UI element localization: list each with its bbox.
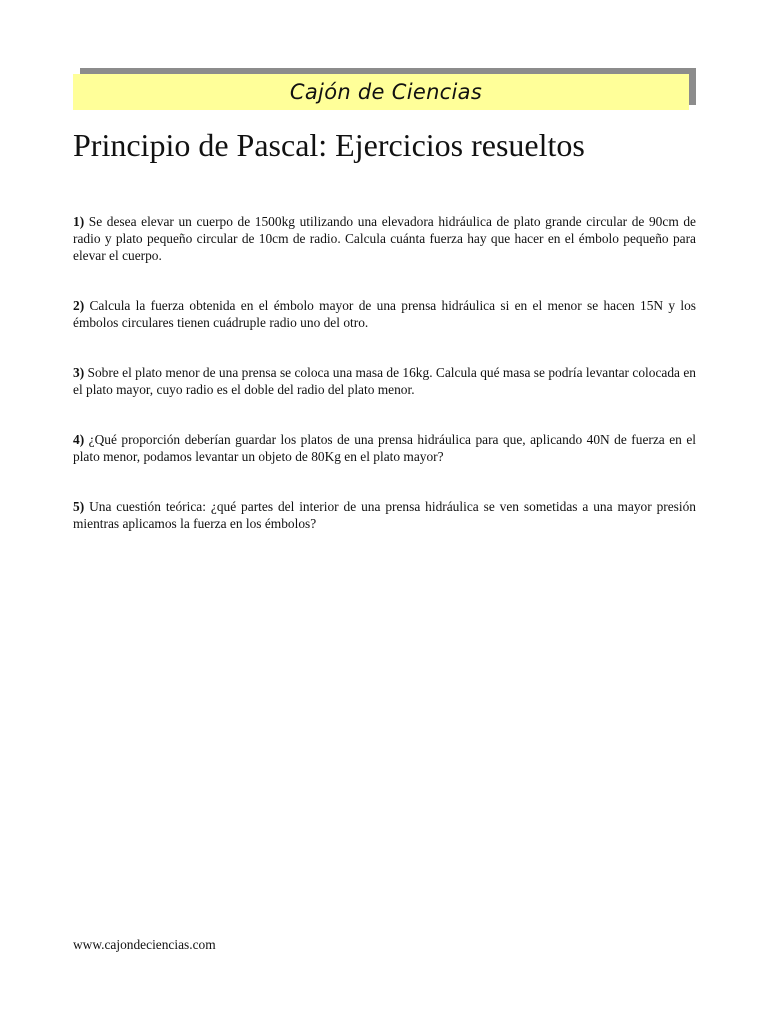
- footer-url: www.cajondeciencias.com: [73, 937, 216, 952]
- exercise-number: 4): [73, 432, 85, 447]
- exercise-item: [73, 213, 696, 264]
- banner-shadow-side: [689, 68, 696, 105]
- exercise-text: Calcula la fuerza obtenida en el émbolo mayor de una prensa hidráulica si en el menor se hacen 15N y los émbolos circulares tienen cuádruple radio uno del otro.: [73, 298, 696, 330]
- exercise-item: [73, 431, 696, 465]
- exercise-number: 1): [73, 214, 85, 229]
- exercise-item: [73, 364, 696, 398]
- exercise-list: [73, 213, 696, 565]
- exercise-text: ¿Qué proporción deberían guardar los platos de una prensa hidráulica para que, aplicando 40N de fuerza en el plato menor, podamos levantar un objeto de 80Kg en el plato mayor?: [73, 432, 696, 464]
- exercise-number: 2): [73, 298, 85, 313]
- page-title: Principio de Pascal: Ejercicios resueltos: [73, 127, 585, 163]
- exercise-text: Se desea elevar un cuerpo de 1500kg utilizando una elevadora hidráulica de plato grande circular de 90cm de radio y plato pequeño circular de 10cm de radio. Calcula cuánta fuerza hay que hacer en el émbolo pequeño para elevar el cuerpo.: [73, 214, 696, 263]
- exercise-text: Sobre el plato menor de una prensa se coloca una masa de 16kg. Calcula qué masa se podría levantar colocada en el plato mayor, cuyo radio es el doble del radio del plato menor.: [73, 365, 696, 397]
- exercise-text: Una cuestión teórica: ¿qué partes del interior de una prensa hidráulica se ven sometidas a una mayor presión mientras aplicamos la fuerza en los émbolos?: [73, 499, 697, 531]
- banner-title: Cajón de Ciencias: [289, 80, 483, 104]
- header-banner: [73, 68, 696, 110]
- exercise-number: 5): [73, 499, 85, 514]
- banner-box: [73, 74, 689, 110]
- exercise-item: [73, 498, 696, 532]
- exercise-item: [73, 297, 696, 331]
- exercise-number: 3): [73, 365, 85, 380]
